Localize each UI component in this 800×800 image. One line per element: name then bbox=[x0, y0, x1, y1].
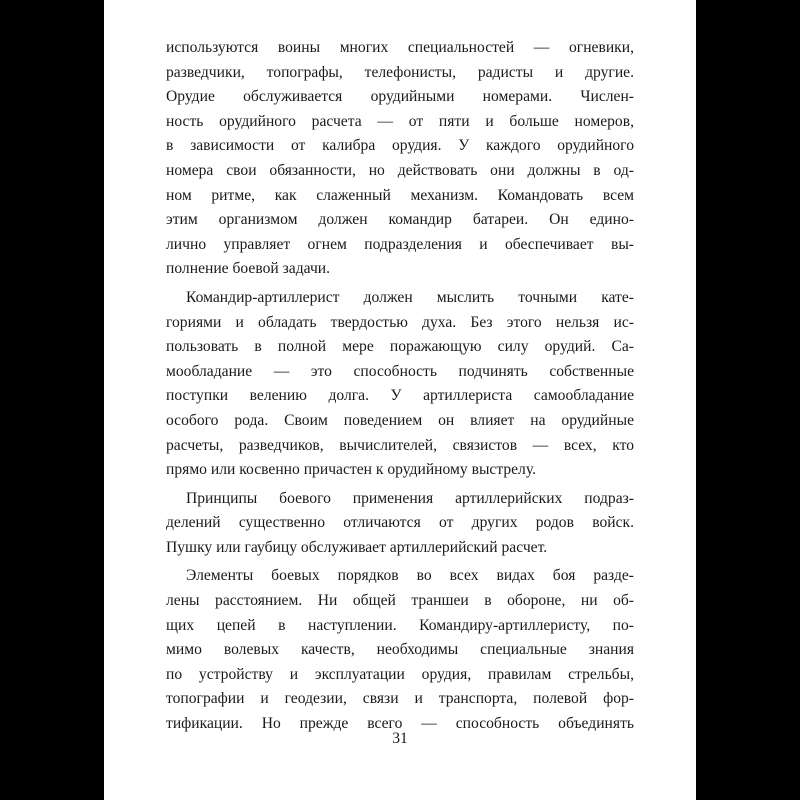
text-line: лично управляет огнем подразделения и обеспечивает вы- bbox=[166, 235, 634, 253]
text-line: по устройству и эксплуатации орудия, правилам стрельбы, bbox=[166, 665, 634, 683]
paragraph bbox=[166, 564, 634, 736]
text-line: расчеты, разведчиков, вычислителей, связистов — всех, кто bbox=[166, 436, 634, 454]
body-text bbox=[166, 36, 634, 741]
text-line: гориями и обладать твердостью духа. Без этого нельзя ис- bbox=[166, 313, 634, 331]
text-line: Пушку или гаубицу обслуживает артиллерийский расчет. bbox=[166, 538, 548, 556]
text-line: поступки велению долга. У артиллериста самообладание bbox=[166, 387, 634, 405]
text-line: мообладание — это способность подчинять собственные bbox=[166, 362, 634, 380]
text-line: ном ритме, как слаженный механизм. Командовать всем bbox=[166, 186, 634, 204]
text-line: щих цепей в наступлении. Командиру-артиллеристу, по- bbox=[166, 616, 634, 634]
text-line: топографии и геодезии, связи и транспорта, полевой фор- bbox=[166, 690, 634, 708]
text-line: ность орудийного расчета — от пяти и больше номеров, bbox=[166, 112, 634, 130]
book-page bbox=[104, 0, 696, 800]
paragraph bbox=[166, 286, 634, 483]
text-line: Элементы боевых порядков во всех видах боя разде- bbox=[186, 567, 634, 585]
text-line: Орудие обслуживается орудийными номерами. Числен- bbox=[166, 88, 634, 106]
text-line: мимо волевых качеств, необходимы специальные знания bbox=[166, 641, 634, 659]
paragraph bbox=[166, 487, 634, 561]
paragraph bbox=[166, 36, 634, 282]
text-line: полнение боевой задачи. bbox=[166, 260, 331, 278]
text-line: прямо или косвенно причастен к орудийному выстрелу. bbox=[166, 461, 536, 479]
text-line: тификации. Но прежде всего — способность объединять bbox=[166, 715, 634, 733]
text-line: Командир-артиллерист должен мыслить точными катe- bbox=[186, 288, 634, 306]
text-line: делений существенно отличаются от других родов войск. bbox=[166, 514, 634, 532]
text-line: используются воины многих специальностей — огневики, bbox=[166, 39, 634, 56]
text-line: пользовать в полной мере поражающую силу орудий. Са- bbox=[166, 338, 634, 356]
text-line: в зависимости от калибра орудия. У каждого орудийного bbox=[166, 137, 634, 155]
text-line: Принципы боевого применения артиллерийских подраз- bbox=[186, 489, 634, 507]
text-line: лены расстоянием. Ни общей траншеи в обороне, ни об- bbox=[166, 592, 634, 610]
text-line: номера свои обязанности, но действовать они должны в од- bbox=[166, 161, 634, 179]
text-line: этим организмом должен командир батареи. Он едино- bbox=[166, 211, 634, 229]
page-number: 31 bbox=[392, 730, 408, 747]
text-line: разведчики, топографы, телефонисты, радисты и другие. bbox=[166, 63, 634, 81]
text-line: особого рода. Своим поведением он влияет на орудийные bbox=[166, 411, 634, 429]
